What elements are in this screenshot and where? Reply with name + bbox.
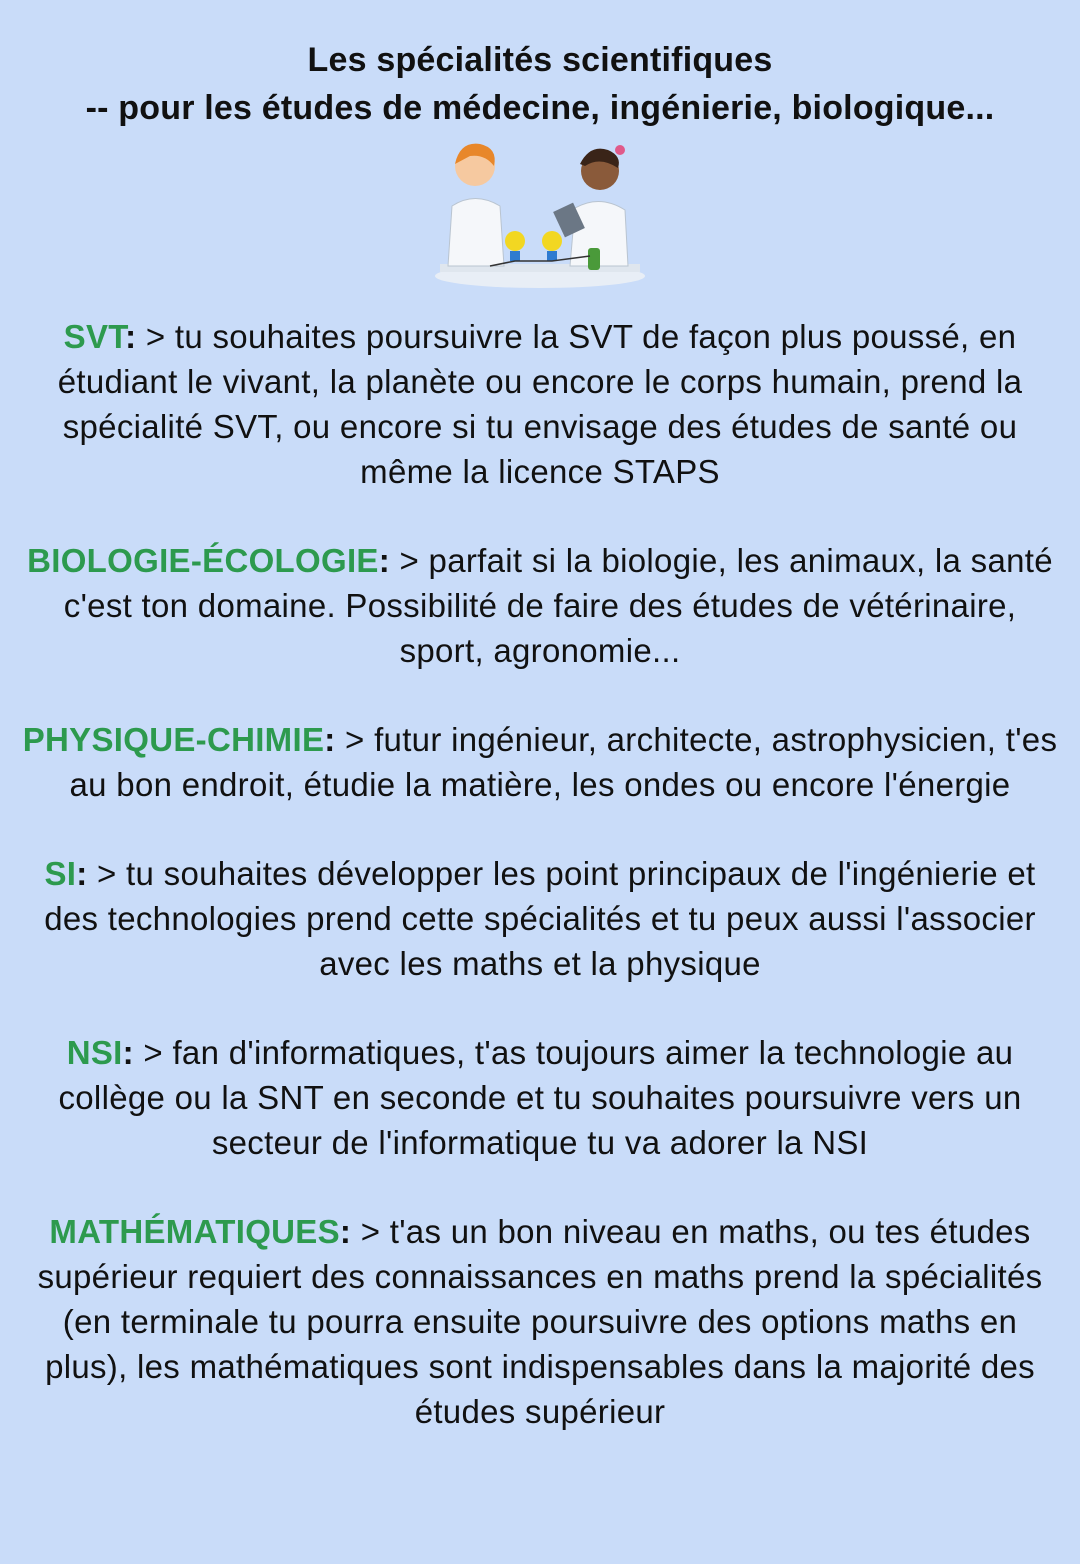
section-biologie-ecologie [20, 538, 1060, 673]
section-si [20, 851, 1060, 986]
section-mathematiques [20, 1209, 1060, 1434]
colon: : [76, 855, 88, 892]
section-label: PHYSIQUE-CHIMIE [22, 721, 325, 758]
section-label: BIOLOGIE-ÉCOLOGIE [27, 542, 379, 579]
section-label: SVT [63, 318, 126, 355]
section-text: > tu souhaites poursuivre la SVT de façon plus poussé, en étudiant le vivant, la planète ou encore le corps humain, prend la spécialité SVT, ou encore si tu envisage des études de santé ou même la licence STAPS [57, 318, 1023, 490]
colon: : [122, 1034, 134, 1071]
title-line-1: Les spécialités scientifiques [307, 41, 773, 79]
colon: : [339, 1213, 352, 1250]
page-title [0, 36, 1080, 132]
section-svt [20, 314, 1060, 494]
colon: : [125, 318, 137, 355]
section-text: > parfait si la biologie, les animaux, la santé c'est ton domaine. Possibilité de faire des études de vétérinaire, sport, agronomie... [63, 542, 1053, 669]
section-label: NSI [66, 1034, 123, 1071]
section-text: > futur ingénieur, architecte, astrophysicien, t'es au bon endroit, étudie la matière, les ondes ou encore l'énergie [69, 721, 1058, 803]
section-label: SI [44, 855, 77, 892]
section-nsi [20, 1030, 1060, 1165]
colon: : [378, 542, 391, 579]
title-line-2: -- pour les études de médecine, ingénierie, biologique... [85, 89, 995, 127]
section-physique-chimie [20, 717, 1060, 807]
section-text: > tu souhaites développer les point principaux de l'ingénierie et des technologies prend cette spécialités et tu peux aussi l'associer avec les maths et la physique [44, 855, 1036, 982]
kids-science-illustration [430, 136, 650, 296]
section-label: MATHÉMATIQUES [49, 1213, 340, 1250]
section-text: > t'as un bon niveau en maths, ou tes études supérieur requiert des connaissances en maths prend la spécialités (en terminale tu pourra ensuite poursuivre des options maths en plus), les mathématiques sont indispensables dans la majorité des études supérieur [37, 1213, 1043, 1430]
colon: : [324, 721, 336, 758]
section-text: > fan d'informatiques, t'as toujours aimer la technologie au collège ou la SNT en seconde et tu souhaites poursuivre vers un secteur de l'informatique tu va adorer la NSI [58, 1034, 1022, 1161]
